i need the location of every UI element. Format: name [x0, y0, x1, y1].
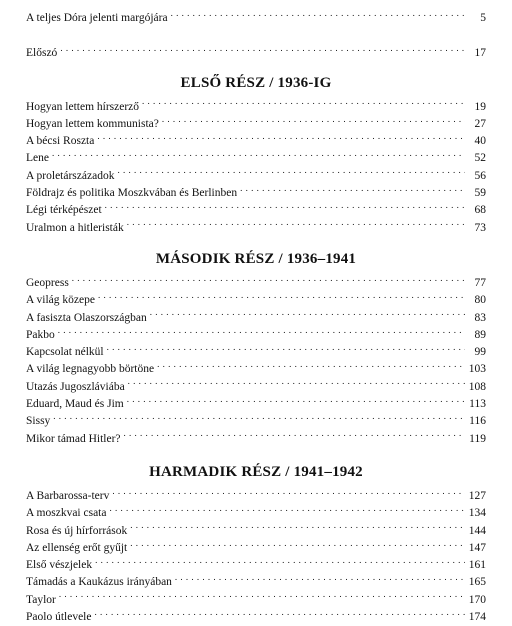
- toc-entry-page: 174: [468, 611, 486, 624]
- toc-entry: [26, 413, 486, 430]
- dot-leader: [124, 432, 465, 442]
- toc-entry-page: 147: [468, 541, 486, 554]
- toc-entry: [26, 116, 486, 133]
- toc-entry-title: Légi térképészet: [26, 204, 102, 217]
- toc-entry-page: 59: [474, 187, 486, 200]
- toc-entry-page: 116: [469, 415, 486, 428]
- toc-entry-title: Az ellenség erőt gyűjt: [26, 541, 128, 554]
- toc-entry: [26, 310, 486, 327]
- toc-entry-page: 40: [474, 135, 486, 148]
- dot-leader: [109, 506, 465, 516]
- toc-entry-page: 127: [468, 489, 486, 502]
- toc-entry-page: 119: [469, 432, 486, 445]
- toc-entry: [26, 505, 486, 522]
- toc-entry-page: 161: [468, 559, 486, 572]
- toc-entry-title: Hogyan lettem kommunista?: [26, 117, 159, 130]
- toc-entry-title: Kapcsolat nélkül: [26, 346, 104, 359]
- toc-entry: [26, 523, 486, 540]
- toc-entry-page: 80: [474, 294, 486, 307]
- toc-entry-title: A világ közepe: [26, 294, 95, 307]
- dot-leader: [98, 293, 465, 303]
- toc-entry: [26, 292, 486, 309]
- toc-entry: [26, 168, 486, 185]
- dot-leader: [142, 100, 465, 110]
- toc-entry-title: A Barbarossa-terv: [26, 489, 110, 502]
- toc-entry: [26, 150, 486, 167]
- toc-entry-title: A fasiszta Olaszországban: [26, 311, 147, 324]
- toc-entry-page: 108: [468, 380, 486, 393]
- toc-entry-title: Előszó: [26, 47, 58, 60]
- toc-entry-title: Támadás a Kaukázus irányában: [26, 576, 172, 589]
- table-of-contents: [26, 10, 486, 626]
- toc-entry: [26, 592, 486, 609]
- toc-entry: [26, 99, 486, 116]
- part-3-entries: [26, 488, 486, 626]
- part-1-entries: [26, 99, 486, 237]
- toc-entry-title: Földrajz és politika Moszkvában és Berlinben: [26, 187, 238, 200]
- toc-entry-page: 170: [468, 593, 486, 606]
- toc-entry-title: Mikor támad Hitler?: [26, 432, 121, 445]
- toc-entry-page: 134: [468, 507, 486, 520]
- toc-entry-page: 52: [474, 152, 486, 165]
- toc-entry-title: Uralmon a hitleristák: [26, 221, 124, 234]
- part-heading-2: MÁSODIK RÉSZ / 1936–1941: [155, 250, 357, 267]
- dot-leader: [117, 169, 465, 179]
- toc-entry-page: 144: [468, 524, 486, 537]
- toc-entry-title: Hogyan lettem hírszerző: [26, 100, 140, 113]
- toc-entry: [26, 327, 486, 344]
- toc-entry-title: A világ legnagyobb börtöne: [26, 363, 155, 376]
- dot-leader: [162, 117, 465, 127]
- toc-entry-page: 19: [474, 100, 486, 113]
- toc-entry-title: Geopress: [26, 276, 69, 289]
- toc-entry-title: Paolo útlevele: [26, 611, 92, 624]
- toc-entry-title: Taylor: [26, 593, 56, 606]
- toc-entry: [26, 396, 486, 413]
- dot-leader: [130, 541, 465, 551]
- toc-entry-title: Pakbo: [26, 328, 55, 341]
- toc-entry: [26, 574, 486, 591]
- toc-entry-title: A teljes Dóra jelenti margójára: [26, 12, 168, 24]
- dot-leader: [130, 524, 465, 534]
- toc-entry-title: Utazás Jugoszláviába: [26, 380, 125, 393]
- dot-leader: [97, 134, 465, 144]
- dot-leader: [171, 11, 465, 21]
- toc-entry-title: A bécsi Roszta: [26, 135, 95, 148]
- toc-entry-page: 83: [474, 311, 486, 324]
- toc-entry: [26, 275, 486, 292]
- dot-leader: [59, 593, 465, 603]
- part-heading-3: HARMADIK RÉSZ / 1941–1942: [149, 463, 363, 480]
- dot-leader: [94, 610, 465, 620]
- toc-entry-page: 77: [474, 276, 486, 289]
- toc-entry-front-1: [26, 10, 486, 27]
- toc-entry-title: Eduard, Maud és Jim: [26, 398, 124, 411]
- toc-entry-page: 73: [474, 221, 486, 234]
- dot-leader: [240, 186, 465, 196]
- toc-entry-title: A moszkvai csata: [26, 507, 107, 520]
- toc-entry-page: 5: [480, 12, 486, 24]
- toc-entry-page: 103: [468, 363, 486, 376]
- toc-entry: [26, 557, 486, 574]
- dot-leader: [95, 558, 465, 568]
- dot-leader: [53, 414, 465, 424]
- toc-entry: [26, 344, 486, 361]
- toc-entry-page: 68: [474, 204, 486, 217]
- toc-entry-title: A proletárszázadok: [26, 169, 115, 182]
- toc-entry-page: 17: [474, 47, 486, 60]
- dot-leader: [150, 311, 465, 321]
- toc-entry-front-2: [26, 45, 486, 62]
- dot-leader: [107, 345, 465, 355]
- dot-leader: [105, 203, 465, 213]
- toc-entry-title: Sissy: [26, 415, 51, 428]
- dot-leader: [127, 397, 465, 407]
- toc-entry-page: 27: [474, 117, 486, 130]
- dot-leader: [112, 489, 465, 499]
- toc-entry-title: Lene: [26, 152, 49, 165]
- part-heading-1: ELSŐ RÉSZ / 1936-IG: [180, 74, 332, 91]
- toc-entry: [26, 540, 486, 557]
- toc-entry-title: Első vészjelek: [26, 559, 93, 572]
- toc-entry: [26, 133, 486, 150]
- dot-leader: [175, 575, 465, 585]
- dot-leader: [128, 380, 465, 390]
- dot-leader: [52, 151, 465, 161]
- toc-entry: [26, 185, 486, 202]
- toc-entry: [26, 431, 486, 448]
- toc-entry-page: 56: [474, 169, 486, 182]
- dot-leader: [60, 46, 465, 56]
- dot-leader: [58, 328, 465, 338]
- toc-entry: [26, 361, 486, 378]
- toc-entry-page: 113: [469, 398, 486, 411]
- toc-entry: [26, 488, 486, 505]
- dot-leader: [127, 221, 465, 231]
- toc-entry: [26, 379, 486, 396]
- toc-entry-page: 89: [474, 328, 486, 341]
- toc-entry-title: Rosa és új hírforrások: [26, 524, 128, 537]
- part-2-entries: [26, 275, 486, 448]
- toc-entry: [26, 202, 486, 219]
- toc-entry: [26, 220, 486, 237]
- dot-leader: [72, 276, 465, 286]
- dot-leader: [157, 362, 465, 372]
- toc-entry: [26, 609, 486, 626]
- toc-entry-page: 165: [468, 576, 486, 589]
- toc-entry-page: 99: [474, 346, 486, 359]
